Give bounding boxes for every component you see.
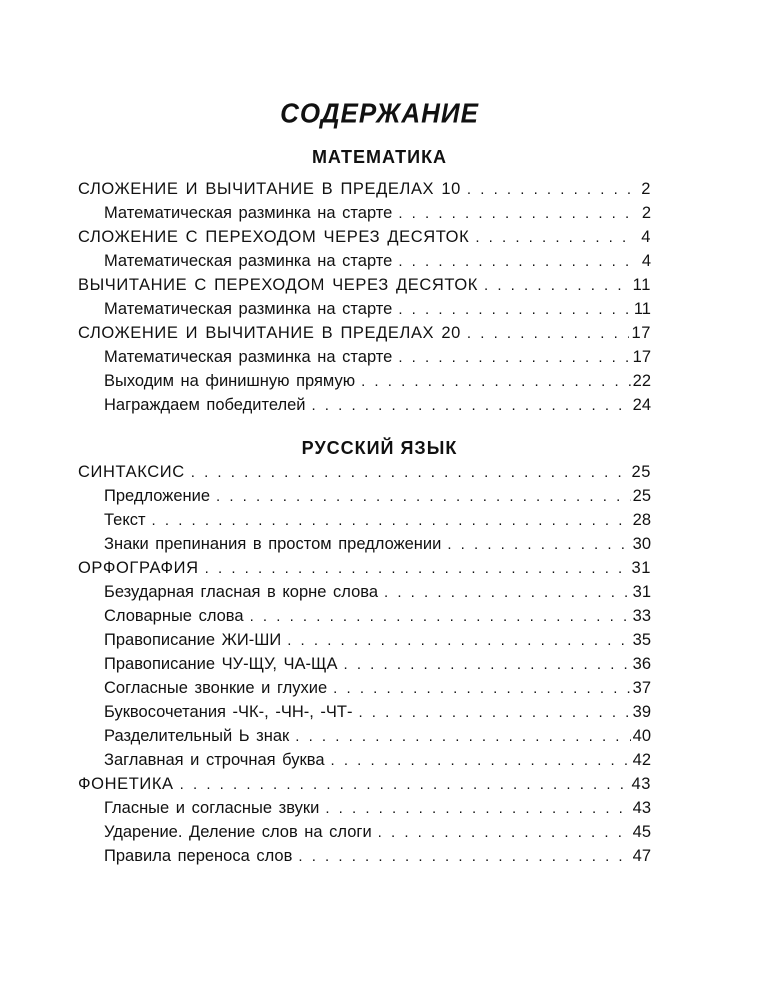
toc-page-number: 17 — [632, 348, 651, 366]
toc-dot-leader — [384, 581, 631, 605]
toc-dot-leader — [298, 845, 630, 869]
toc-list-russian — [78, 460, 651, 868]
toc-dot-leader — [311, 394, 630, 418]
toc-entry-label: Гласные и согласные звуки — [104, 799, 320, 817]
toc-entry-label: Математическая разминка на старте — [104, 252, 393, 270]
toc-subsection-entry — [78, 484, 651, 508]
toc-subsection-entry — [78, 628, 651, 652]
toc-dot-leader — [325, 797, 630, 821]
toc-subsection-entry — [78, 820, 651, 844]
toc-page-number: 22 — [632, 372, 651, 390]
toc-subsection-entry — [78, 297, 651, 321]
toc-page-number: 4 — [641, 228, 651, 246]
toc-dot-leader — [467, 322, 630, 346]
toc-subsection-entry — [78, 508, 651, 532]
toc-dot-leader — [398, 202, 635, 226]
toc-page-number: 31 — [632, 583, 651, 601]
toc-chapter-entry — [78, 177, 651, 201]
toc-entry-label: Словарные слова — [104, 607, 244, 625]
toc-chapter-entry — [78, 460, 651, 484]
toc-entry-label: Математическая разминка на старте — [104, 300, 393, 318]
toc-entry-label: Правописание ЖИ-ШИ — [104, 631, 282, 649]
toc-entry-label: Согласные звонкие и глухие — [104, 679, 328, 697]
toc-page-number: 40 — [632, 727, 651, 745]
toc-chapter-entry — [78, 321, 651, 345]
toc-page-number: 42 — [632, 751, 651, 769]
toc-entry-label: Текст — [104, 511, 146, 529]
toc-dot-leader — [467, 178, 635, 202]
toc-dot-leader — [331, 749, 631, 773]
toc-page-number: 25 — [632, 487, 651, 505]
toc-entry-label: ФОНЕТИКА — [78, 775, 174, 793]
toc-dot-leader — [152, 509, 631, 533]
toc-entry-label: ОРФОГРАФИЯ — [78, 559, 199, 577]
toc-entry-label: Математическая разминка на старте — [104, 348, 393, 366]
toc-dot-leader — [361, 370, 631, 394]
section-heading-russian: РУССКИЙ ЯЗЫК — [301, 438, 458, 458]
toc-subsection-entry — [78, 724, 651, 748]
toc-page-number: 47 — [632, 847, 651, 865]
toc-dot-leader — [205, 557, 630, 581]
toc-page-number: 4 — [641, 252, 651, 270]
toc-dot-leader — [484, 274, 631, 298]
toc-page-number: 28 — [632, 511, 651, 529]
toc-dot-leader — [344, 653, 631, 677]
toc-dot-leader — [250, 605, 631, 629]
toc-subsection-entry — [78, 393, 651, 417]
toc-page-number: 37 — [632, 679, 651, 697]
toc-page-number: 30 — [632, 535, 651, 553]
toc-entry-label: Разделительный Ь знак — [104, 727, 290, 745]
toc-subsection-entry — [78, 201, 651, 225]
toc-page-number: 11 — [633, 300, 651, 318]
toc-subsection-entry — [78, 369, 651, 393]
toc-entry-label: Правописание ЧУ-ЩУ, ЧА-ЩА — [104, 655, 338, 673]
toc-page-number: 43 — [631, 775, 651, 793]
toc-page-number: 17 — [631, 324, 651, 342]
toc-page-number: 2 — [641, 204, 651, 222]
toc-dot-leader — [191, 461, 630, 485]
toc-entry-label: СЛОЖЕНИЕ С ПЕРЕХОДОМ ЧЕРЕЗ ДЕСЯТОК — [78, 228, 470, 246]
toc-subsection-entry — [78, 676, 651, 700]
toc-entry-label: Предложение — [104, 487, 211, 505]
toc-dot-leader — [216, 485, 631, 509]
toc-page-number: 25 — [631, 463, 651, 481]
toc-dot-leader — [295, 725, 630, 749]
toc-entry-label: Математическая разминка на старте — [104, 204, 393, 222]
toc-dot-leader — [398, 250, 635, 274]
toc-page-number: 35 — [632, 631, 651, 649]
toc-list-math — [78, 177, 651, 417]
toc-entry-label: Выходим на финишную прямую — [104, 372, 356, 390]
toc-chapter-entry — [78, 273, 651, 297]
toc-entry-label: Буквосочетания -ЧК-, -ЧН-, -ЧТ- — [104, 703, 353, 721]
toc-dot-leader — [358, 701, 630, 725]
toc-chapter-entry — [78, 225, 651, 249]
toc-page-number: 39 — [632, 703, 651, 721]
toc-entry-label: СЛОЖЕНИЕ И ВЫЧИТАНИЕ В ПРЕДЕЛАХ 10 — [78, 180, 461, 198]
toc-dot-leader — [378, 821, 631, 845]
toc-subsection-entry — [78, 700, 651, 724]
toc-dot-leader — [447, 533, 630, 557]
toc-chapter-entry — [78, 772, 651, 796]
toc-entry-label: Ударение. Деление слов на слоги — [104, 823, 372, 841]
toc-dot-leader — [180, 773, 630, 797]
toc-entry-label: Безударная гласная в корне слова — [104, 583, 379, 601]
toc-subsection-entry — [78, 652, 651, 676]
toc-page-number: 24 — [632, 396, 651, 414]
toc-subsection-entry — [78, 532, 651, 556]
toc-page-number: 33 — [632, 607, 651, 625]
toc-page-number: 45 — [632, 823, 651, 841]
toc-entry-label: Заглавная и строчная буква — [104, 751, 325, 769]
toc-chapter-entry — [78, 556, 651, 580]
toc-entry-label: Знаки препинания в простом предложении — [104, 535, 442, 553]
toc-dot-leader — [333, 677, 630, 701]
section-heading-math: МАТЕМАТИКА — [311, 147, 448, 167]
toc-subsection-entry — [78, 796, 651, 820]
toc-subsection-entry — [78, 748, 651, 772]
toc-subsection-entry — [78, 844, 651, 868]
toc-entry-label: Правила переноса слов — [104, 847, 293, 865]
toc-entry-label: ВЫЧИТАНИЕ С ПЕРЕХОДОМ ЧЕРЕЗ ДЕСЯТОК — [78, 276, 479, 294]
toc-subsection-entry — [78, 249, 651, 273]
page-title: СОДЕРЖАНИЕ — [280, 97, 479, 129]
toc-entry-label: СИНТАКСИС — [78, 463, 185, 481]
toc-page-number: 43 — [632, 799, 651, 817]
toc-dot-leader — [287, 629, 630, 653]
toc-dot-leader — [475, 226, 635, 250]
toc-dot-leader — [398, 346, 630, 370]
toc-page-number: 2 — [641, 180, 651, 198]
toc-page-number: 31 — [631, 559, 651, 577]
toc-subsection-entry — [78, 345, 651, 369]
toc-dot-leader — [398, 298, 632, 322]
toc-subsection-entry — [78, 580, 651, 604]
toc-entry-label: Награждаем победителей — [104, 396, 306, 414]
toc-page-number: 36 — [632, 655, 651, 673]
toc-subsection-entry — [78, 604, 651, 628]
toc-entry-label: СЛОЖЕНИЕ И ВЫЧИТАНИЕ В ПРЕДЕЛАХ 20 — [78, 324, 461, 342]
toc-page-number: 11 — [632, 276, 651, 294]
